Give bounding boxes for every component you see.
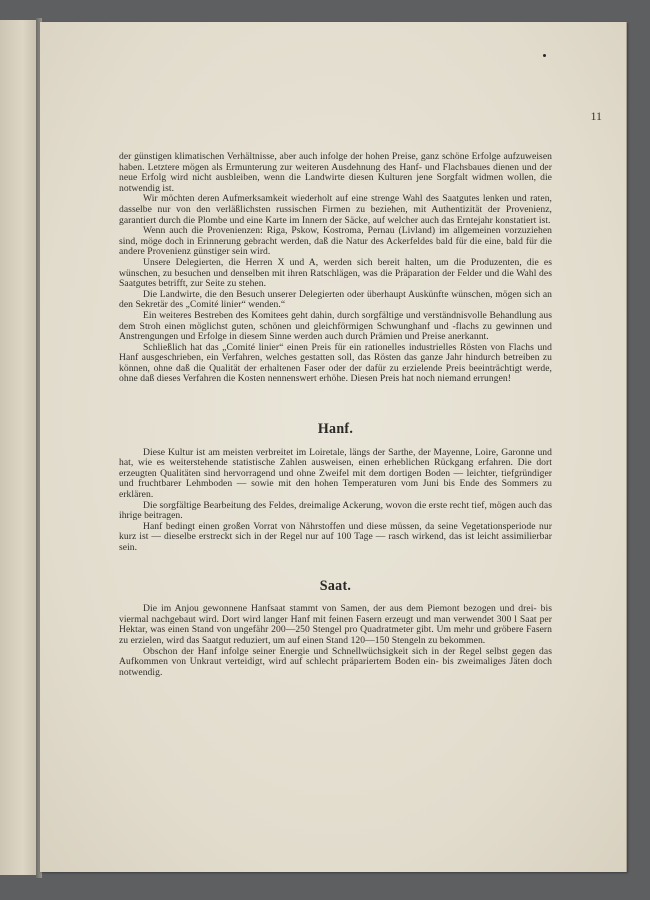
paragraph: Die Landwirte, die den Besuch unserer Delegierten oder überhaupt Auskünfte wünschen, mögen sich an den Sekretär des „Comité linier“ wenden.“ xyxy=(119,288,552,311)
paragraph: Die sorgfältige Bearbeitung des Feldes, dreimalige Ackerung, wovon die erste recht tief, mögen auch das ihrige beitragen. xyxy=(119,499,552,522)
paragraph: Obschon der Hanf infolge seiner Energie und Schnellwüchsigkeit sich in der Regel selbst gegen das Aufkommen von Unkraut verteidigt, wird auf schlecht präpariertem Boden ein- bis zweimaliges Jäten doch notwendig. xyxy=(119,645,552,678)
section-heading-saat: Saat. xyxy=(319,578,352,594)
page-body xyxy=(119,152,552,678)
paragraph: Diese Kultur ist am meisten verbreitet im Loiretale, längs der Sarthe, der Mayenne, Loire, Garonne und hat, wie es weiterstehende statistische Zahlen ausweisen, einen erheblichen Rückgang erfahren. Die dort erzeugten Qualitäten sind hervorragend und ohne Zweifel mit dem dortigen Boden — leichter, tiefgründiger und fruchtbarer Lehmboden — sowie mit den hohen Temperaturen vom Juni bis Ende des Sommers zu erklären. xyxy=(119,446,552,501)
paragraph: Hanf bedingt einen großen Vorrat von Nährstoffen und diese müssen, da seine Vegetationsperiode nur kurz ist — dieselbe erstreckt sich in der Regel nur auf 100 Tage — rasch wirkend, das ist leicht assimilierbar sein. xyxy=(119,520,552,553)
paragraph: der günstigen klimatischen Verhältnisse, aber auch infolge der hohen Preise, ganz schöne Erfolge aufzuweisen haben. Letztere mögen als Ermunterung zur weiteren Ausdehnung des Hanf- und Flachsbaues dienen und der neue Erfolg wird nicht ausbleiben, wenn die Landwirte diesen Kulturen jene Sorgfalt widmen wollen, die notwendig ist. xyxy=(119,151,552,194)
paragraph: Unsere Delegierten, die Herren X und A, werden sich bereit halten, um die Produzenten, die es wünschen, zu besuchen und denselben mit ihren Ratschlägen, was die Präparation der Felder und die Wahl des Saatgutes betrifft, zur Seite zu stehen. xyxy=(119,256,552,290)
paragraph: Ein weiteres Bestreben des Komitees geht dahin, durch sorgfältige und verständnisvolle Behandlung aus dem Stroh einen möglichst guten, schönen und gleichförmigen Schwunghanf und -flachs zu gewinnen und Anstrengungen und Erfolge in diesem Sinne werden auch durch Prämien und Preise anerkannt. xyxy=(119,309,552,343)
page-mark xyxy=(543,54,546,57)
paragraph: Schließlich hat das „Comité linier“ einen Preis für ein rationelles industrielles Rösten von Flachs und Hanf ausgeschrieben, ein Verfahren, welches gestatten soll, das Rösten das ganze Jahr hindurch betreiben zu können, ohne daß die Qualität der erhaltenen Faser oder der dafür zu erzielende Preis beeinträchtigt werde, ohne daß dieses Verfahren die Kosten nennenswert erhöhe. Diesen Preis hat noch niemand errungen! xyxy=(119,341,552,385)
paragraph: Wir möchten deren Aufmerksamkeit wiederholt auf eine strenge Wahl des Saatgutes lenken und raten, dasselbe nur von den verläßlichsten russischen Firmen zu beziehen, mit Authentizität der Provenienz, garantiert durch die Plombe und eine Karte im Innern der Säcke, auf welcher auch das Erntejahr konstatiert ist. xyxy=(119,193,552,226)
left-page-edge xyxy=(0,20,39,875)
paragraph: Wenn auch die Provenienzen: Riga, Pskow, Kostroma, Pernau (Livland) im allgemeinen vorzuziehen sind, möge doch in Erinnerung gebracht werden, daß die Natur des Ackerfeldes bald für die eine, bald für die andere Provenienz günstiger sein wird. xyxy=(119,225,552,258)
section-heading-hanf: Hanf. xyxy=(317,421,354,438)
document-page xyxy=(40,22,627,872)
page-number: 11 xyxy=(590,109,602,123)
paragraph: Die im Anjou gewonnene Hanfsaat stammt von Samen, der aus dem Piemont bezogen und drei- bis viermal nachgebaut wird. Dort wird langer Hanf mit feinen Fasern erzeugt und man verwendet 300 l Saat per Hektar, was einen Stand von ungefähr 200—250 Stengel pro Quadratmeter gibt. Um mehr und gröbere Fasern zu erzielen, wird das Saatgut reduziert, um auf einen Stand 120—150 Stengeln zu bekommen. xyxy=(119,603,552,646)
